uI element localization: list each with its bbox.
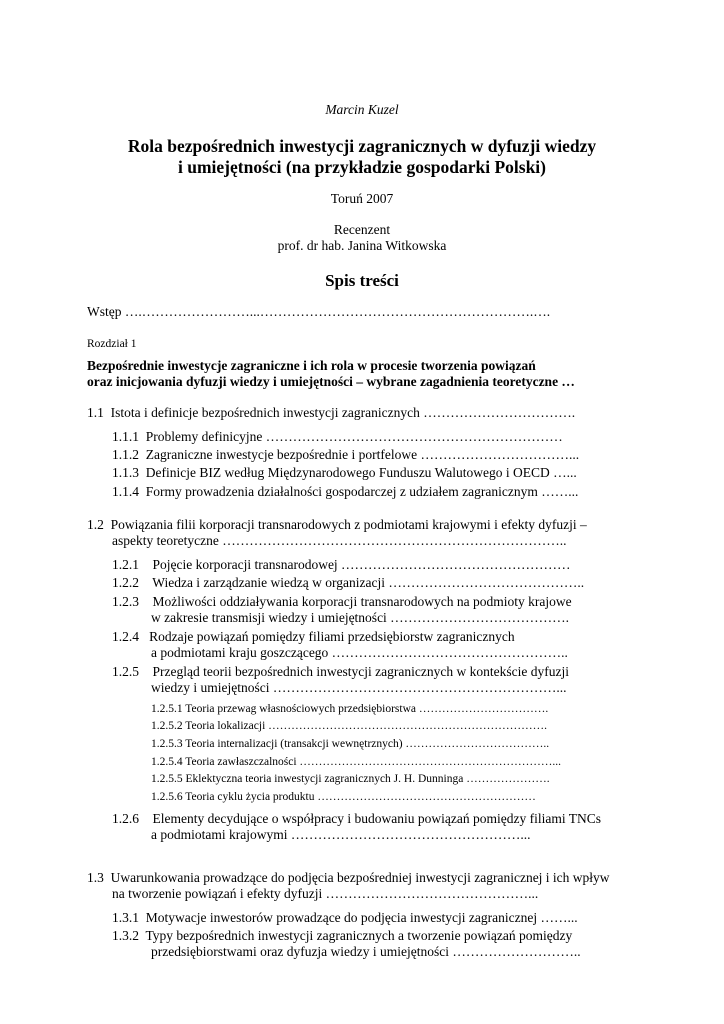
chapter-label: Rozdział 1 bbox=[87, 338, 137, 350]
chapter-title-line2: oraz inicjowania dyfuzji wiedzy i umiejętności – wybrane zagadnienia teoretyczne … bbox=[87, 374, 575, 389]
toc-entry-1-2-6-line2: a podmiotami krajowymi ……………………………………………... bbox=[151, 827, 531, 842]
toc-entry-1-2-5-5: 1.2.5.5 Eklektyczna teoria inwestycji zagranicznych J. H. Dunninga …………………. bbox=[151, 773, 550, 785]
reviewer-name: prof. dr hab. Janina Witkowska bbox=[277, 238, 447, 253]
toc-entry-1-2-6-line1: 1.2.6 Elementy decydujące o współpracy i budowaniu powiązań pomiędzy filiami TNCs bbox=[112, 811, 602, 826]
toc-entry-1-2-4-line2: a podmiotami kraju goszczącego …………………………………………….. bbox=[151, 645, 568, 660]
toc-entry-1-2-2: 1.2.2 Wiedza i zarządzanie wiedzą w organizacji …………………………………….. bbox=[112, 575, 585, 590]
author-name: Marcin Kuzel bbox=[325, 102, 399, 117]
toc-entry-1-2-line1: 1.2 Powiązania filii korporacji transnarodowych z podmiotami krajowymi i efekty dyfuzji – bbox=[87, 517, 587, 532]
place-year: Toruń 2007 bbox=[330, 191, 394, 206]
toc-entry-1-2-5-line2: wiedzy i umiejętności ………………………………………………………... bbox=[151, 680, 567, 695]
chapter-title-line1: Bezpośrednie inwestycje zagraniczne i ich rola w procesie tworzenia powiązań bbox=[87, 358, 536, 373]
toc-entry-1-2-5-1: 1.2.5.1 Teoria przewag własnościowych przedsiębiorstwa ……………………………. bbox=[151, 703, 549, 715]
toc-entry-1-2-4-line1: 1.2.4 Rodzaje powiązań pomiędzy filiami przedsiębiorstw zagranicznych bbox=[112, 629, 515, 644]
book-title-line1: Rola bezpośrednich inwestycji zagranicznych w dyfuzji wiedzy bbox=[127, 136, 597, 156]
toc-entry-1-2-5-2: 1.2.5.2 Teoria lokalizacji ………………………………………………………………. bbox=[151, 720, 548, 732]
toc-entry-1-3-2-line1: 1.3.2 Typy bezpośrednich inwestycji zagranicznych a tworzenie powiązań pomiędzy bbox=[112, 928, 573, 943]
toc-entry-1-2-1: 1.2.1 Pojęcie korporacji transnarodowej …………………………………………… bbox=[112, 557, 571, 572]
toc-entry-1-1-4: 1.1.4 Formy prowadzenia działalności gospodarczej z udziałem zagranicznym ……... bbox=[112, 484, 579, 499]
toc-entry-1-2-5-4: 1.2.5.4 Teoria zawłaszczalności …………………………………………………………... bbox=[151, 756, 562, 768]
toc-entry-1-2-5-3: 1.2.5.3 Teoria internalizacji (transakcji wewnętrznych) ……………………………….. bbox=[151, 738, 550, 750]
toc-title: Spis treści bbox=[325, 271, 399, 290]
toc-entry-1-1-3: 1.1.3 Definicje BIZ według Międzynarodowego Funduszu Walutowego i OECD …... bbox=[112, 465, 577, 480]
toc-entry-1-2-line2: aspekty teoretyczne ………………………………………………………………….. bbox=[112, 533, 567, 548]
toc-entry-1-1: 1.1 Istota i definicje bezpośrednich inwestycji zagranicznych ……………………………. bbox=[87, 405, 576, 420]
toc-entry-1-1-2: 1.1.2 Zagraniczne inwestycje bezpośrednie i portfelowe ……………………………... bbox=[112, 447, 580, 462]
toc-intro: Wstęp ….……………………...…………………………………………………….…. bbox=[87, 304, 551, 319]
toc-entry-1-2-3-line1: 1.2.3 Możliwości oddziaływania korporacji transnarodowych na podmioty krajowe bbox=[112, 594, 572, 609]
toc-entry-1-3-line2: na tworzenie powiązań i efekty dyfuzji ………………………………………... bbox=[112, 886, 539, 901]
toc-entry-1-3-line1: 1.3 Uwarunkowania prowadzące do podjęcia bezpośredniej inwestycji zagranicznej i ich wpływ bbox=[87, 870, 610, 885]
toc-entry-1-3-1: 1.3.1 Motywacje inwestorów prowadzące do podjęcia inwestycji zagranicznej ……... bbox=[112, 910, 578, 925]
toc-entry-1-2-5-line1: 1.2.5 Przegląd teorii bezpośrednich inwestycji zagranicznych w kontekście dyfuzji bbox=[112, 664, 569, 679]
toc-entry-1-1-1: 1.1.1 Problemy definicyjne ………………………………………………………… bbox=[112, 429, 563, 444]
book-title-line2: i umiejętności (na przykładzie gospodarki Polski) bbox=[178, 157, 546, 177]
toc-entry-1-2-5-6: 1.2.5.6 Teoria cyklu życia produktu ………………………………………………… bbox=[151, 791, 536, 803]
toc-entry-1-2-3-line2: w zakresie transmisji wiedzy i umiejętności …………………………………. bbox=[151, 610, 570, 625]
toc-entry-1-3-2-line2: przedsiębiorstwami oraz dyfuzja wiedzy i umiejętności ……………………….. bbox=[151, 944, 581, 959]
reviewer-label: Recenzent bbox=[333, 222, 391, 237]
